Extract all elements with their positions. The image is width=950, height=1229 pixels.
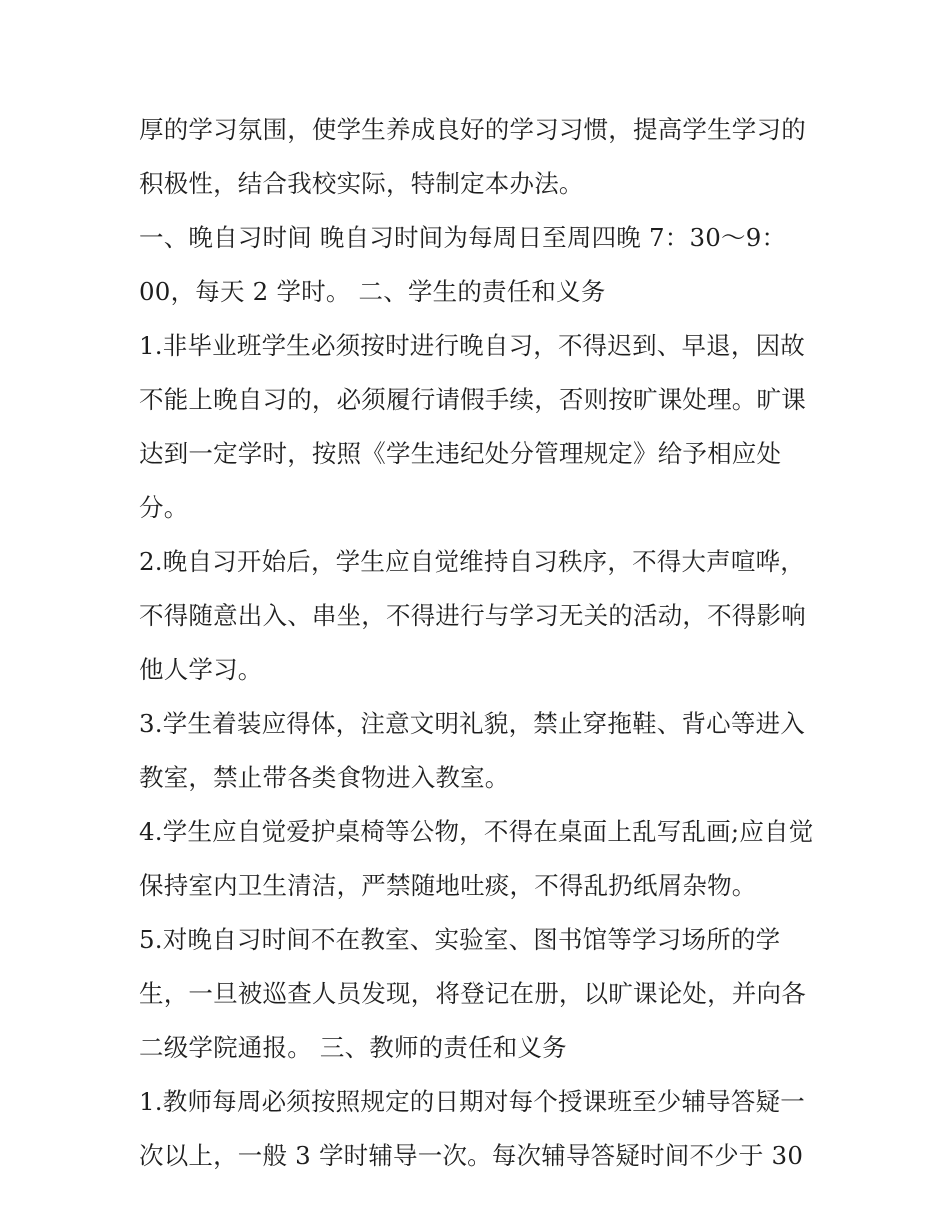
text-line: 4.学生应自觉爱护桌椅等公物，不得在桌面上乱写乱画;应自觉 [139, 817, 814, 846]
text-line: 他人学习。 [139, 655, 263, 684]
text-line: 二级学院通报。 三、教师的责任和义务 [139, 1033, 567, 1062]
text-line: 教室，禁止带各类食物进入教室。 [139, 763, 510, 792]
text-line: 一、晚自习时间 晚自习时间为每周日至周四晚 7：30～9： [139, 223, 787, 252]
text-line: 1.非毕业班学生必须按时进行晚自习，不得迟到、早退，因故 [139, 331, 805, 360]
text-line: 积极性，结合我校实际，特制定本办法。 [139, 169, 584, 198]
text-line: 分。 [139, 493, 189, 522]
document-body [139, 107, 829, 1187]
text-line: 次以上，一般 3 学时辅导一次。每次辅导答疑时间不少于 30 [139, 1141, 804, 1170]
text-line: 不能上晚自习的，必须履行请假手续，否则按旷课处理。旷课 [139, 385, 806, 414]
text-line: 达到一定学时，按照《学生违纪处分管理规定》给予相应处 [139, 439, 782, 468]
text-line: 保持室内卫生清洁，严禁随地吐痰，不得乱扔纸屑杂物。 [139, 871, 757, 900]
text-line: 2.晚自习开始后，学生应自觉维持自习秩序，不得大声喧哗， [139, 547, 805, 576]
text-line: 生，一旦被巡查人员发现，将登记在册，以旷课论处，并向各 [139, 979, 806, 1008]
text-line: 5.对晚自习时间不在教室、实验室、图书馆等学习场所的学 [139, 925, 781, 954]
text-line: 3.学生着装应得体，注意文明礼貌，禁止穿拖鞋、背心等进入 [139, 709, 805, 738]
text-line: 不得随意出入、串坐，不得进行与学习无关的活动，不得影响 [139, 601, 806, 630]
text-line: 厚的学习氛围，使学生养成良好的学习习惯，提高学生学习的 [139, 115, 806, 144]
text-line: 1.教师每周必须按照规定的日期对每个授课班至少辅导答疑一 [139, 1087, 805, 1116]
text-line: 00，每天 2 学时。 二、学生的责任和义务 [139, 277, 606, 306]
